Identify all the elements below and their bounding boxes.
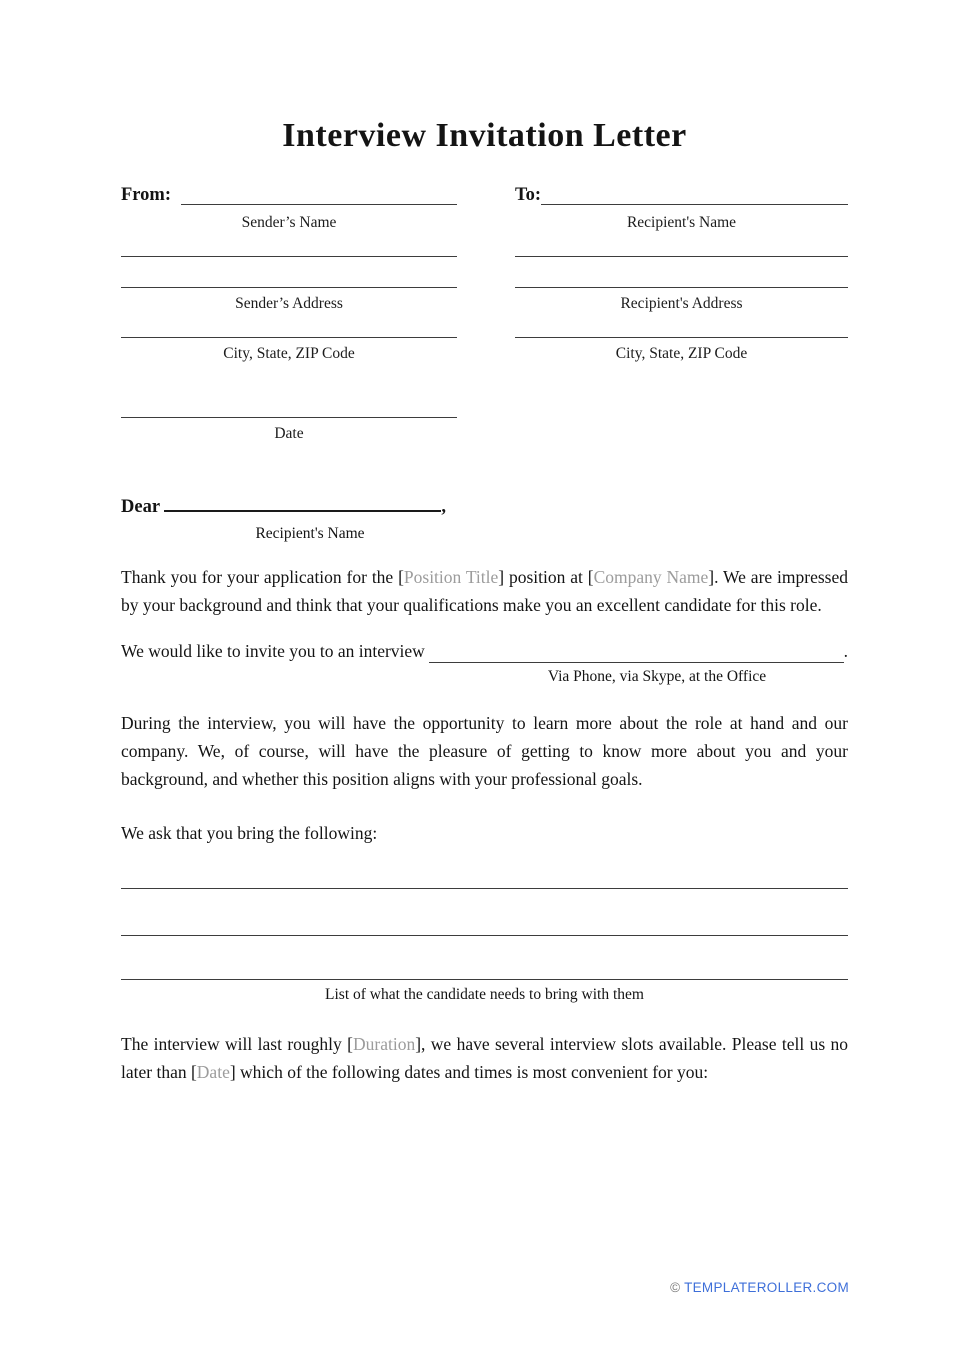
recipient-address-line-1[interactable] bbox=[515, 256, 848, 257]
close-bracket: ] bbox=[415, 1034, 422, 1054]
salutation-name-line[interactable] bbox=[164, 492, 441, 512]
invite-row bbox=[121, 637, 848, 665]
to-label: To: bbox=[515, 185, 542, 205]
close-bracket: ] bbox=[229, 1062, 236, 1082]
from-label: From: bbox=[121, 185, 176, 205]
p4-text-before: The interview will last roughly bbox=[121, 1034, 348, 1054]
copyright-icon: © bbox=[670, 1280, 681, 1295]
date-placeholder bbox=[191, 1062, 236, 1082]
interview-method-line[interactable] bbox=[429, 644, 843, 663]
sender-name-line[interactable] bbox=[181, 186, 457, 205]
open-bracket: [ bbox=[190, 1062, 197, 1082]
sender-address-line-2[interactable] bbox=[121, 287, 457, 288]
bring-list-line-3[interactable] bbox=[121, 979, 848, 980]
bring-list-line-2[interactable] bbox=[121, 935, 848, 936]
open-bracket: [ bbox=[398, 567, 404, 587]
recipient-name-line[interactable] bbox=[541, 186, 848, 205]
paragraph-bring-following: We ask that you bring the following: bbox=[121, 823, 378, 843]
recipient-name-caption: Recipient's Name bbox=[626, 214, 737, 231]
recipient-address-line-2[interactable] bbox=[515, 287, 848, 288]
interview-method-caption: Via Phone, via Skype, at the Office bbox=[547, 668, 767, 685]
templateroller-link[interactable]: TEMPLATEROLLER.COM bbox=[684, 1280, 849, 1295]
p1-text-after: . We are impressed by your background and think that your qualifications make you an excellent candidate for this role. bbox=[121, 567, 848, 615]
page-title: Interview Invitation Letter bbox=[282, 117, 687, 154]
date-caption: Date bbox=[274, 425, 304, 442]
invite-period: . bbox=[843, 641, 848, 661]
recipient-address-caption: Recipient's Address bbox=[620, 295, 743, 312]
position-title-placeholder bbox=[398, 567, 504, 587]
to-column bbox=[515, 184, 848, 443]
from-field-row bbox=[121, 184, 457, 207]
bring-list-line-1[interactable] bbox=[121, 888, 848, 889]
letter-page bbox=[121, 114, 848, 1086]
duration-text: Duration bbox=[352, 1034, 416, 1054]
date-line[interactable] bbox=[121, 417, 457, 418]
date-text: Date bbox=[196, 1062, 230, 1082]
invite-text: We would like to invite you to an interview bbox=[121, 641, 430, 661]
p1-text-mid: position at bbox=[504, 567, 588, 587]
p1-text-before: Thank you for your application for the bbox=[121, 567, 399, 587]
position-title-text: Position Title bbox=[403, 567, 499, 587]
company-name-text: Company Name bbox=[593, 567, 709, 587]
recipient-city-line[interactable] bbox=[515, 337, 848, 338]
salutation-caption: Recipient's Name bbox=[255, 525, 365, 542]
salutation-label: Dear bbox=[121, 497, 165, 517]
sender-address-line-1[interactable] bbox=[121, 256, 457, 257]
paragraph-during-interview: During the interview, you will have the opportunity to learn more about the role at hand and our company. We, of course, will have the pleasure of getting to know more about you and your background, and whether this position aligns with your professional goals. bbox=[121, 713, 848, 789]
salutation-row bbox=[121, 492, 848, 519]
recipient-city-caption: City, State, ZIP Code bbox=[615, 345, 748, 362]
sender-name-caption: Sender’s Name bbox=[241, 214, 337, 231]
close-bracket: ] bbox=[708, 567, 715, 587]
to-field-row bbox=[515, 184, 848, 207]
open-bracket: [ bbox=[347, 1034, 353, 1054]
p4-text-mid: , we have several interview slots available. Please tell us no later than bbox=[121, 1034, 849, 1082]
paragraph-thank-you bbox=[121, 563, 848, 619]
duration-placeholder bbox=[347, 1034, 421, 1054]
bring-list-caption: List of what the candidate needs to bring with them bbox=[325, 986, 644, 1003]
open-bracket: [ bbox=[587, 567, 594, 587]
sender-address-caption: Sender’s Address bbox=[235, 295, 343, 312]
sender-city-line[interactable] bbox=[121, 337, 457, 338]
p4-text-after: which of the following dates and times is most convenient for you: bbox=[235, 1062, 709, 1082]
paragraph-duration bbox=[121, 1030, 848, 1086]
sender-city-caption: City, State, ZIP Code bbox=[223, 345, 355, 362]
close-bracket: ] bbox=[498, 567, 505, 587]
sender-recipient-header bbox=[121, 184, 848, 443]
from-column bbox=[121, 184, 457, 443]
footer bbox=[670, 1279, 849, 1297]
company-name-placeholder bbox=[588, 567, 714, 587]
salutation-comma: , bbox=[441, 497, 446, 517]
